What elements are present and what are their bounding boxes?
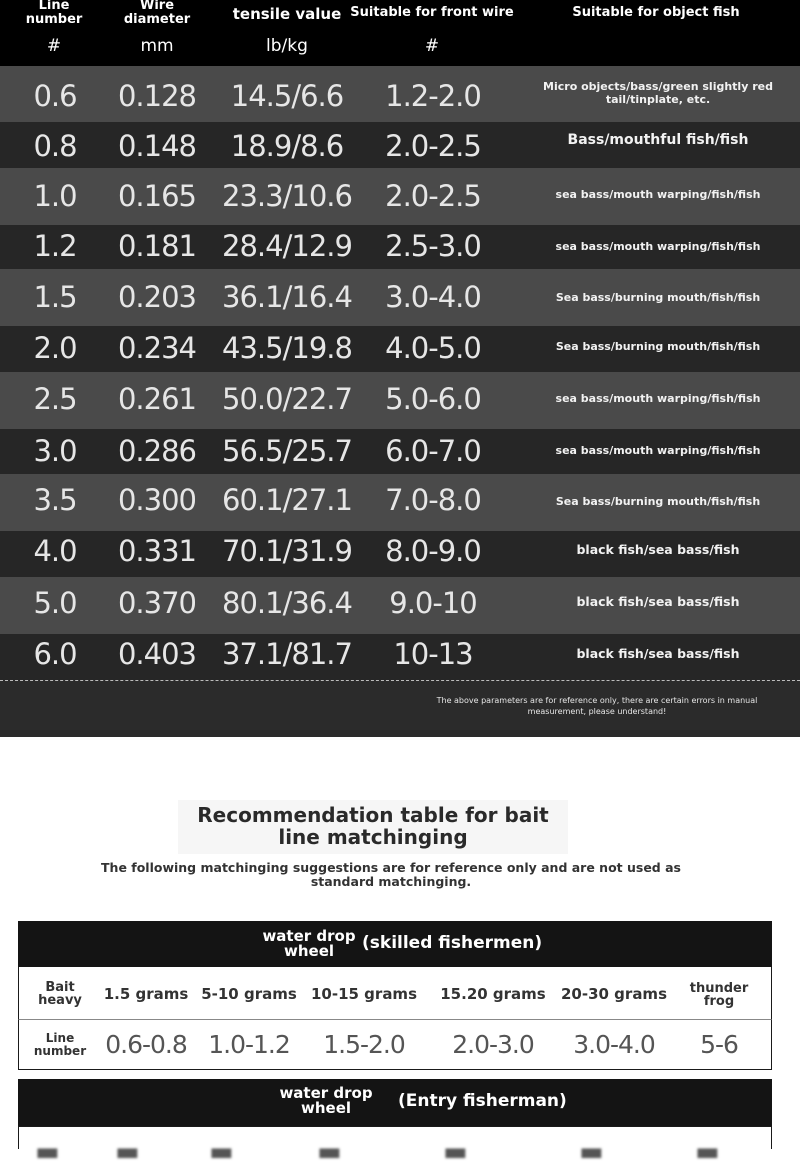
wire-diameter-cell: 0.300: [117, 483, 197, 517]
line-value-cell: 5-6: [700, 1030, 738, 1059]
header-line-number: Line number: [25, 0, 83, 27]
spec-row: [0, 474, 800, 531]
tensile-value-cell: 18.9/8.6: [230, 129, 344, 163]
wire-diameter-cell: 0.261: [117, 382, 197, 416]
bait-heavy-label: Bait heavy: [38, 980, 82, 1008]
object-fish-cell: Sea bass/burning mouth/fish/fish: [555, 291, 761, 304]
wire-diameter-cell: 0.128: [117, 79, 197, 113]
header-tensile-value: tensile value: [232, 5, 342, 23]
blurred-glyph: ▬: [317, 1137, 342, 1167]
tensile-value-cell: 14.5/6.6: [230, 79, 344, 113]
front-wire-cell: 5.0-6.0: [385, 382, 481, 416]
spec-row: [0, 429, 800, 474]
tensile-value-cell: 60.1/27.1: [222, 483, 352, 517]
tensile-value-cell: 50.0/22.7: [222, 382, 352, 416]
front-wire-cell: 2.0-2.5: [385, 129, 481, 163]
bait-weight-cell: 20-30 grams: [560, 985, 667, 1003]
header-front-wire: Suitable for front wire: [350, 5, 514, 20]
front-wire-cell: 2.0-2.5: [385, 179, 481, 213]
table2-level-label: (Entry fisherman): [398, 1091, 567, 1111]
tensile-value-cell: 23.3/10.6: [222, 179, 352, 213]
unit-tensile-value: lb/kg: [266, 36, 308, 56]
table1-line-row: [18, 1020, 772, 1070]
front-wire-cell: 2.5-3.0: [385, 229, 481, 263]
tensile-value-cell: 37.1/81.7: [222, 637, 352, 671]
line-number-cell: 1.0: [33, 179, 77, 213]
table1-level-label: (skilled fishermen): [362, 933, 543, 953]
object-fish-cell: black fish/sea bass/fish: [576, 542, 740, 557]
blurred-glyph: ▬: [443, 1137, 468, 1167]
wire-diameter-cell: 0.165: [117, 179, 197, 213]
line-number-cell: 0.6: [33, 79, 77, 113]
spec-row: [0, 66, 800, 122]
spec-row: [0, 372, 800, 429]
object-fish-cell: Sea bass/burning mouth/fish/fish: [555, 495, 761, 508]
line-value-cell: 1.0-1.2: [208, 1030, 290, 1059]
divider-line: [0, 680, 800, 681]
line-value-cell: 1.5-2.0: [323, 1030, 405, 1059]
table2-cutoff-row: [18, 1126, 772, 1167]
line-number-cell: 1.5: [33, 280, 77, 314]
spec-row: [0, 122, 800, 168]
unit-line-number: #: [46, 36, 62, 56]
bait-weight-cell: 1.5 grams: [103, 985, 189, 1003]
tensile-value-cell: 80.1/36.4: [222, 586, 352, 620]
wire-diameter-cell: 0.181: [117, 229, 197, 263]
object-fish-cell: Micro objects/bass/green slightly red tail/tinplate, etc.: [543, 80, 773, 106]
recommendation-subtitle: The following matchinging suggestions are for reference only and are not used as standard matchinging.: [101, 860, 681, 889]
front-wire-cell: 10-13: [393, 637, 473, 671]
spec-row: [0, 577, 800, 634]
wire-diameter-cell: 0.331: [117, 534, 197, 568]
blurred-glyph: ▬: [695, 1137, 720, 1167]
spec-row: [0, 634, 800, 680]
blurred-glyph: ▬: [115, 1137, 140, 1167]
header-object-fish: Suitable for object fish: [572, 5, 740, 20]
spec-row: [0, 168, 800, 225]
tensile-value-cell: 70.1/31.9: [222, 534, 352, 568]
line-number-cell: 3.5: [33, 483, 77, 517]
table1-wheel-label: water drop wheel: [262, 927, 356, 960]
object-fish-cell: sea bass/mouth warping/fish/fish: [555, 240, 761, 253]
blurred-glyph: ▬: [209, 1137, 234, 1167]
spec-row: [0, 326, 800, 372]
reference-note: The above parameters are for reference only, there are certain errors in manual measurement, please understand!: [436, 696, 758, 716]
spec-row: [0, 531, 800, 577]
blurred-glyph: ▬: [579, 1137, 604, 1167]
table1-header: [18, 921, 772, 967]
object-fish-cell: sea bass/mouth warping/fish/fish: [555, 392, 761, 405]
front-wire-cell: 7.0-8.0: [385, 483, 481, 517]
wire-diameter-cell: 0.370: [117, 586, 197, 620]
wire-diameter-cell: 0.148: [117, 129, 197, 163]
header-wire-diameter: Wire diameter: [123, 0, 191, 27]
wire-diameter-cell: 0.403: [117, 637, 197, 671]
unit-wire-diameter: mm: [140, 36, 174, 56]
blurred-glyph: ▬: [35, 1137, 60, 1167]
tensile-value-cell: 36.1/16.4: [222, 280, 352, 314]
line-number-cell: 6.0: [33, 637, 77, 671]
tensile-value-cell: 43.5/19.8: [222, 331, 352, 365]
table1-bait-row: [18, 967, 772, 1020]
line-value-cell: 3.0-4.0: [573, 1030, 655, 1059]
line-number-cell: 2.0: [33, 331, 77, 365]
object-fish-cell: sea bass/mouth warping/fish/fish: [555, 188, 761, 201]
recommendation-title: Recommendation table for bait line matchinging: [197, 803, 549, 849]
spec-row: [0, 269, 800, 326]
object-fish-cell: black fish/sea bass/fish: [576, 594, 740, 609]
front-wire-cell: 8.0-9.0: [385, 534, 481, 568]
front-wire-cell: 3.0-4.0: [385, 280, 481, 314]
bait-weight-cell: 10-15 grams: [310, 985, 417, 1003]
tensile-value-cell: 56.5/25.7: [222, 434, 352, 468]
table2-header: [18, 1079, 772, 1126]
line-value-cell: 0.6-0.8: [105, 1030, 187, 1059]
object-fish-cell: sea bass/mouth warping/fish/fish: [555, 444, 761, 457]
line-number-cell: 1.2: [33, 229, 77, 263]
spec-table-header: [0, 0, 800, 66]
object-fish-cell: Bass/mouthful fish/fish: [567, 132, 749, 148]
line-number-cell: 3.0: [33, 434, 77, 468]
front-wire-cell: 6.0-7.0: [385, 434, 481, 468]
wire-diameter-cell: 0.234: [117, 331, 197, 365]
line-number-cell: 4.0: [33, 534, 77, 568]
line-number-label: Line number: [33, 1031, 87, 1058]
unit-front-wire: #: [424, 36, 440, 56]
line-number-cell: 5.0: [33, 586, 77, 620]
line-number-cell: 2.5: [33, 382, 77, 416]
bait-weight-cell: thunder frog: [689, 981, 749, 1009]
wire-diameter-cell: 0.286: [117, 434, 197, 468]
bait-weight-cell: 5-10 grams: [201, 985, 297, 1003]
tensile-value-cell: 28.4/12.9: [222, 229, 352, 263]
wire-diameter-cell: 0.203: [117, 280, 197, 314]
front-wire-cell: 9.0-10: [389, 586, 477, 620]
line-value-cell: 2.0-3.0: [452, 1030, 534, 1059]
bait-weight-cell: 15.20 grams: [440, 985, 546, 1003]
spec-row: [0, 225, 800, 269]
object-fish-cell: black fish/sea bass/fish: [576, 646, 740, 661]
table2-wheel-label: water drop wheel: [279, 1084, 373, 1117]
front-wire-cell: 4.0-5.0: [385, 331, 481, 365]
line-number-cell: 0.8: [33, 129, 77, 163]
front-wire-cell: 1.2-2.0: [385, 79, 481, 113]
object-fish-cell: Sea bass/burning mouth/fish/fish: [555, 340, 761, 353]
